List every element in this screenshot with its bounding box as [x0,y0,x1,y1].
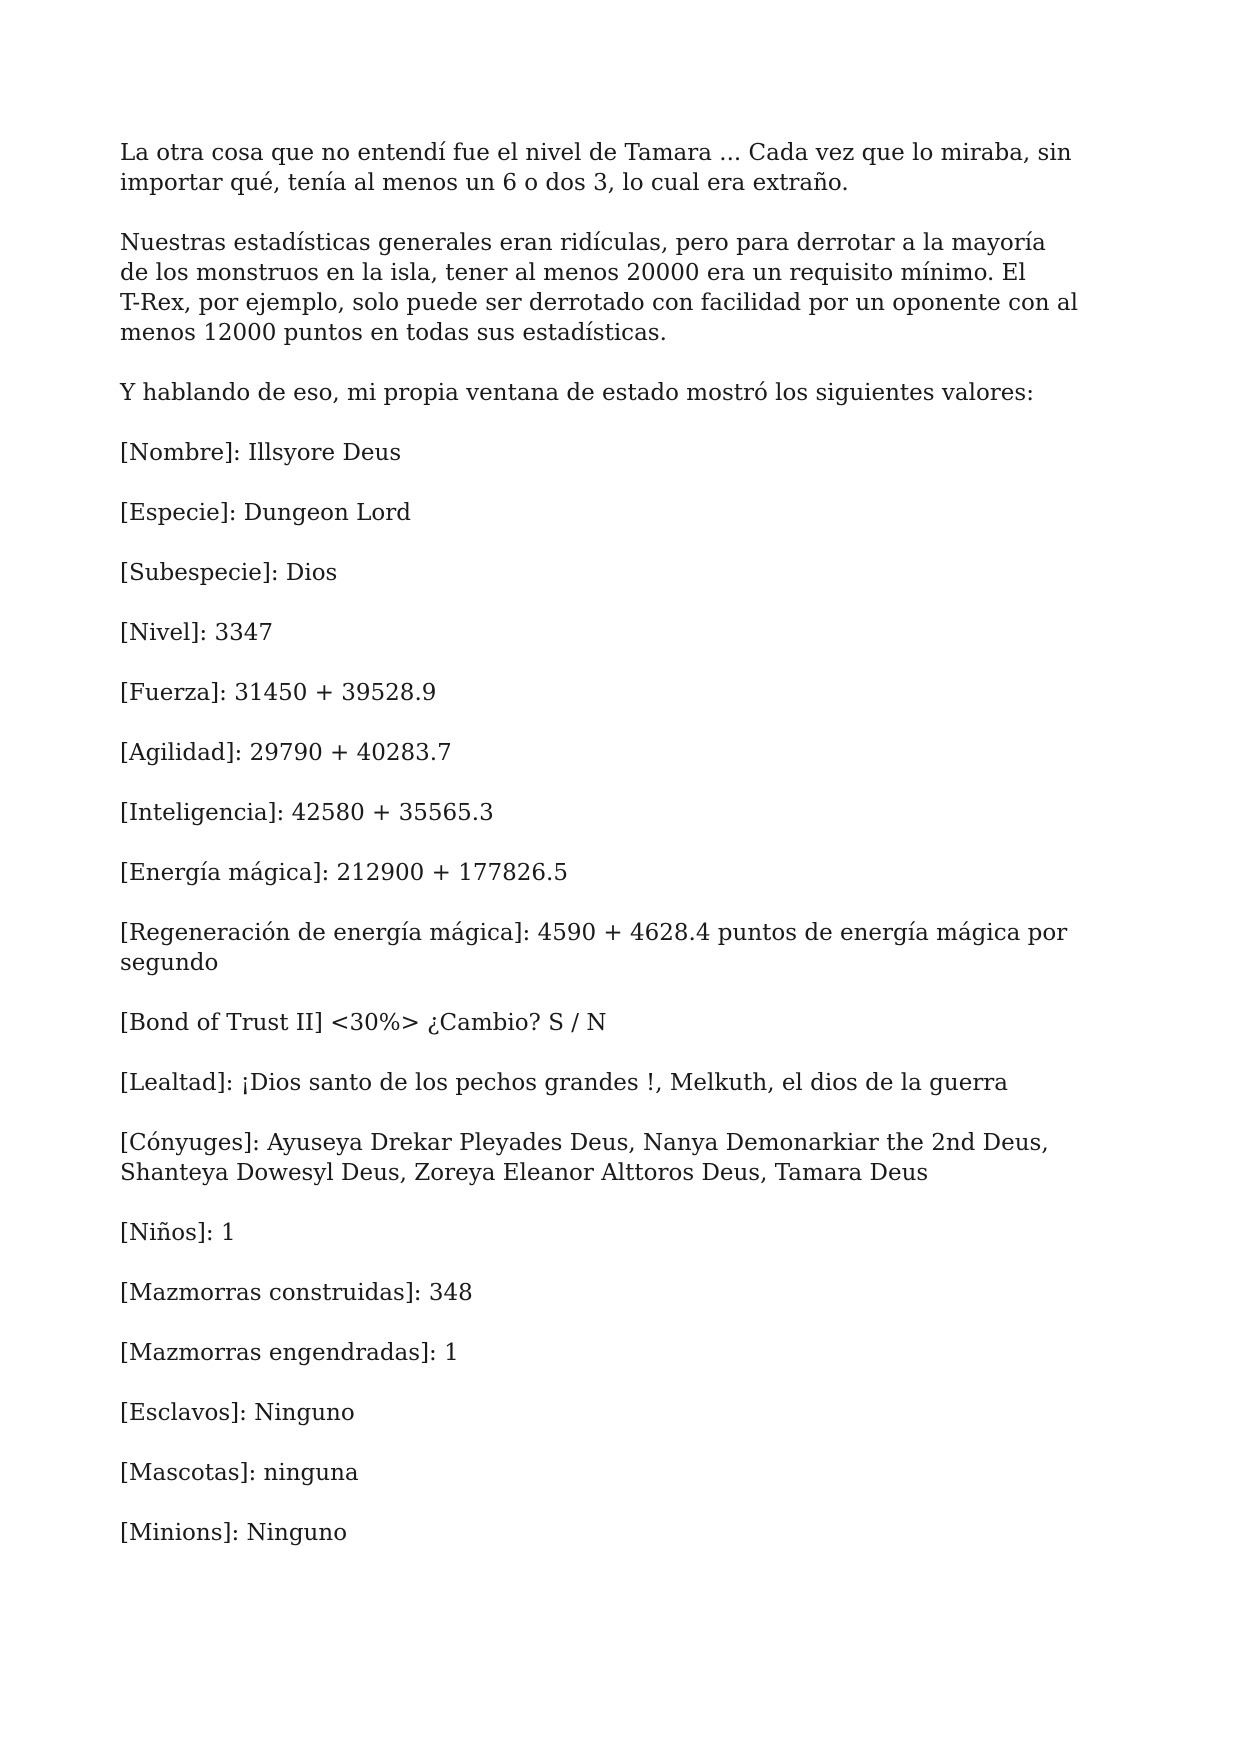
status-agility [120,738,1130,768]
status-pets [120,1458,1130,1488]
text-line: [Mazmorras construidas]: 348 [120,1280,473,1306]
status-species [120,498,1130,528]
text-line: [Especie]: Dungeon Lord [120,500,411,526]
text-line: Y hablando de eso, mi propia ventana de estado mostró los siguientes valores: [120,380,1034,406]
status-spouses [120,1128,1130,1188]
status-intelligence [120,798,1130,828]
text-line: [Esclavos]: Ninguno [120,1400,355,1426]
text-line: [Agilidad]: 29790 + 40283.7 [120,740,452,766]
text-line: T-Rex, por ejemplo, solo puede ser derrotado con facilidad por un oponente con al [120,290,1078,316]
text-line: [Lealtad]: ¡Dios santo de los pechos grandes !, Melkuth, el dios de la guerra [120,1070,1009,1096]
status-bond-of-trust [120,1008,1130,1038]
text-line: menos 12000 puntos en todas sus estadísticas. [120,320,667,346]
paragraph-stats-comment [120,228,1130,348]
text-line: [Mazmorras engendradas]: 1 [120,1340,459,1366]
status-magic-energy [120,858,1130,888]
status-strength [120,678,1130,708]
text-line: de los monstruos en la isla, tener al menos 20000 era un requisito mínimo. El [120,260,1026,286]
text-line: [Bond of Trust II] <30%> ¿Cambio? S / N [120,1010,607,1036]
text-line: La otra cosa que no entendí fue el nivel de Tamara ... Cada vez que lo miraba, sin [120,140,1072,166]
text-line: [Nivel]: 3347 [120,620,273,646]
status-dungeons-spawned [120,1338,1130,1368]
text-line: segundo [120,950,219,976]
status-magic-regeneration [120,918,1130,978]
text-line: [Cónyuges]: Ayuseya Drekar Pleyades Deus, Nanya Demonarkiar the 2nd Deus, [120,1130,1049,1156]
status-name [120,438,1130,468]
paragraph-status-window-intro [120,378,1130,408]
text-line: [Inteligencia]: 42580 + 35565.3 [120,800,494,826]
text-line: [Fuerza]: 31450 + 39528.9 [120,680,437,706]
status-minions [120,1518,1130,1548]
text-line: [Energía mágica]: 212900 + 177826.5 [120,860,568,886]
text-line: [Regeneración de energía mágica]: 4590 + 4628.4 puntos de energía mágica por [120,920,1068,946]
text-line: importar qué, tenía al menos un 6 o dos 3, lo cual era extraño. [120,170,849,196]
document-page [120,138,1130,1578]
status-children [120,1218,1130,1248]
text-line: [Nombre]: Illsyore Deus [120,440,402,466]
text-line: [Minions]: Ninguno [120,1520,348,1546]
status-dungeons-built [120,1278,1130,1308]
status-slaves [120,1398,1130,1428]
text-line: [Niños]: 1 [120,1220,236,1246]
status-level [120,618,1130,648]
text-line: [Mascotas]: ninguna [120,1460,359,1486]
text-line: Shanteya Dowesyl Deus, Zoreya Eleanor Alttoros Deus, Tamara Deus [120,1160,929,1186]
text-line: [Subespecie]: Dios [120,560,338,586]
status-subspecies [120,558,1130,588]
paragraph-intro-tamara [120,138,1130,198]
status-loyalty [120,1068,1130,1098]
text-line: Nuestras estadísticas generales eran ridículas, pero para derrotar a la mayoría [120,230,1046,256]
